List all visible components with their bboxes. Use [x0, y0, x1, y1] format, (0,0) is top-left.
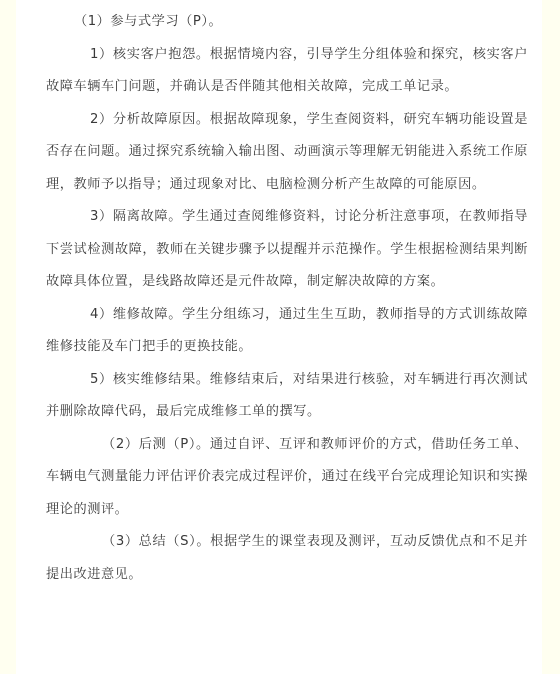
- paragraph-verify-repair: 5）核实维修结果。维修结束后，对结果进行核验，对车辆进行再次测试并删除故障代码，最后完成维修工单的撰写。: [46, 371, 528, 419]
- paragraph-repair-fault: 4）维修故障。学生分组练习，通过生生互助，教师指导的方式训练故障维修技能及车门把手的更换技能。: [46, 306, 528, 354]
- document-body: [16, 0, 542, 591]
- paragraph-verify-complaint: 1）核实客户抱怨。根据情境内容，引导学生分组体验和探究，核实客户故障车辆车门问题，并确认是否伴随其他相关故障，完成工单记录。: [46, 46, 528, 94]
- paragraph-post-test: （2）后测（P）。通过自评、互评和教师评价的方式，借助任务工单、车辆电气测量能力评估评价表完成过程评价，通过在线平台完成理论知识和实操理论的测评。: [46, 436, 528, 517]
- paragraph-isolate-fault: 3）隔离故障。学生通过查阅维修资料，讨论分析注意事项，在教师指导下尝试检测故障，教师在关键步骤予以提醒并示范操作。学生根据检测结果判断故障具体位置，是线路故障还是元件故障，制定解决故障的方案。: [46, 209, 528, 289]
- paragraph-summary: （3）总结（S）。根据学生的课堂表现及测评，互动反馈优点和不足并提出改进意见。: [46, 534, 528, 582]
- page: [16, 0, 542, 674]
- section-heading-participatory-learning: （1）参与式学习（P）。: [74, 14, 223, 29]
- paragraph-analyze-cause: 2）分析故障原因。根据故障现象，学生查阅资料，研究车辆功能设置是否存在问题。通过探究系统输入输出图、动画演示等理解无钥能进入系统工作原理，教师予以指导；通过现象对比、电脑检测分析产生故障的可能原因。: [46, 111, 528, 192]
